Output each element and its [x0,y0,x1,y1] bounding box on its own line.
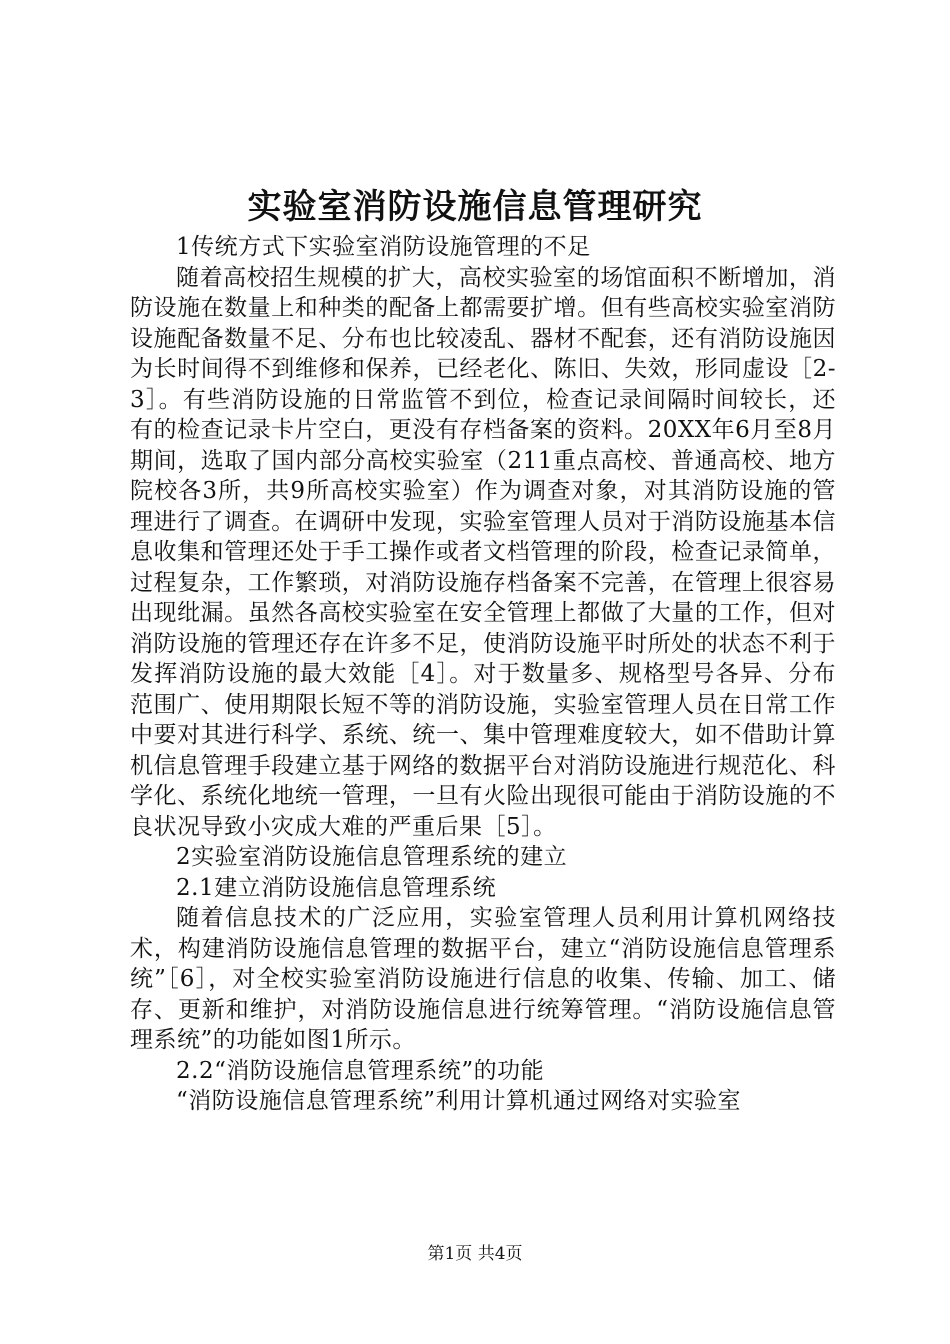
paragraph-2: 随着信息技术的广泛应用，实验室管理人员利用计算机网络技术，构建消防设施信息管理的数据平台，建立“消防设施信息管理系统”［6］，对全校实验室消防设施进行信息的收集、传输、加工、储存、更新和维护，对消防设施信息进行统筹管理。“消防设施信息管理系统”的功能如图1所示。 [130,905,836,1053]
document-title: 实验室消防设施信息管理研究 [247,187,703,227]
paragraph-1: 随着高校招生规模的扩大，高校实验室的场馆面积不断增加，消防设施在数量上和种类的配备上都需要扩增。但有些高校实验室消防设施配备数量不足、分布也比较凌乱、器材不配套，还有消防设施因为长时间得不到维修和保养，已经老化、陈旧、失效，形同虚设［2-3］。有些消防设施的日常监管不到位，检查记录间隔时间较长，还有的检查记录卡片空白，更没有存档备案的资料。20XX年6月至8月期间，选取了国内部分高校实验室（211重点高校、普通高校、地方院校各3所，共9所高校实验室）作为调查对象，对其消防设施的管理进行了调查。在调研中发现，实验室管理人员对于消防设施基本信息收集和管理还处于手工操作或者文档管理的阶段，检查记录简单，过程复杂，工作繁琐，对消防设施存档备案不完善，在管理上很容易出现纰漏。虽然各高校实验室在安全管理上都做了大量的工作，但对消防设施的管理还存在许多不足，使消防设施平时所处的状态不利于发挥消防设施的最大效能［4］。对于数量多、规格型号各异、分布范围广、使用期限长短不等的消防设施，实验室管理人员在日常工作中要对其进行科学、系统、统一、集中管理难度较大，如不借助计算机信息管理手段建立基于网络的数据平台对消防设施进行规范化、科学化、系统化地统一管理，一旦有火险出现很可能由于消防设施的不良状况导致小灾成大难的严重后果［5］。 [130,264,836,840]
section-heading-1: 1传统方式下实验室消防设施管理的不足 [176,234,591,260]
subsection-heading-2-2: 2.2“消防设施信息管理系统”的功能 [176,1057,545,1084]
section-heading-2: 2实验室消防设施信息管理系统的建立 [176,844,568,870]
paragraph-3: “消防设施信息管理系统”利用计算机通过网络对实验室 [176,1088,742,1114]
subsection-heading-2-1: 2.1建立消防设施信息管理系统 [176,874,497,901]
page-footer: 第1页 共4页 [427,1244,523,1264]
document-body [130,232,836,1117]
